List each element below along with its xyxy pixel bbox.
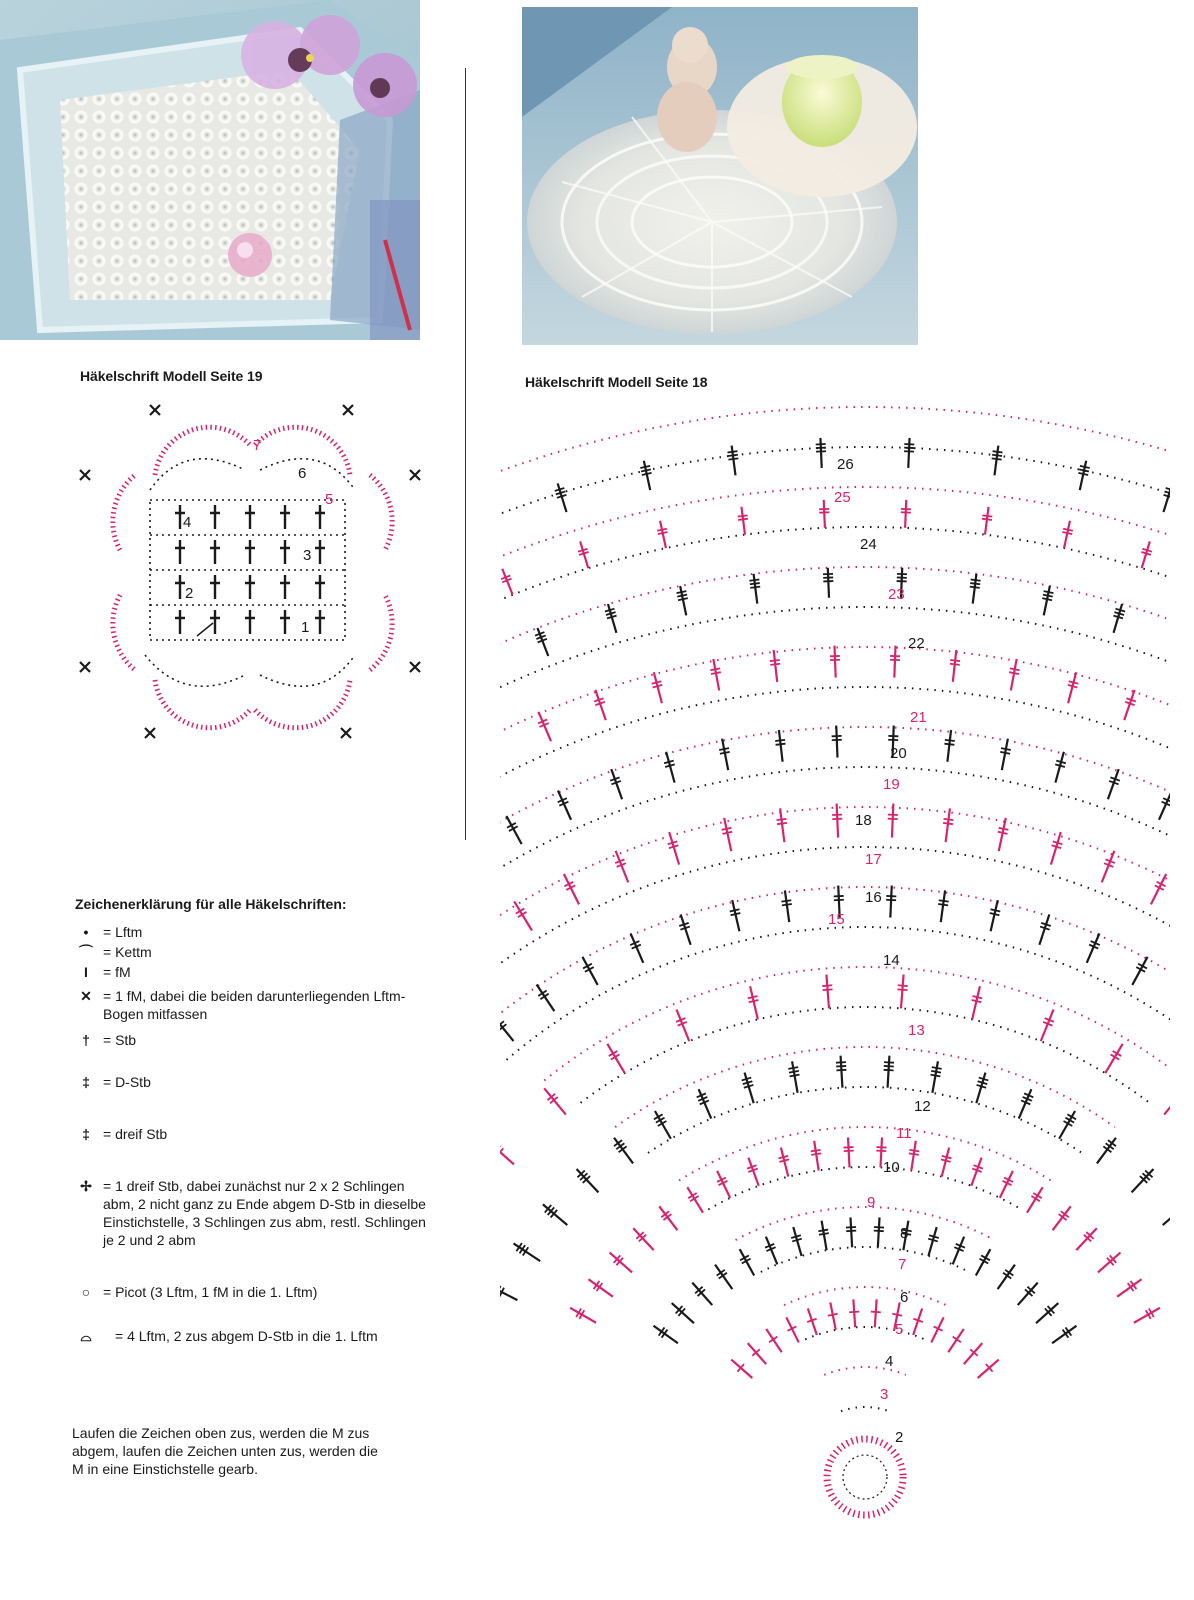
- cluster-symbol: ✢: [80, 1178, 92, 1194]
- large-round-2: 2: [895, 1429, 904, 1446]
- large-round-5: 5: [895, 1321, 904, 1338]
- large-round-20: 20: [890, 745, 907, 762]
- legend-chain-text: = Lftm: [103, 924, 143, 940]
- small-round-4: 4: [183, 514, 192, 531]
- photo-round-doily: [522, 7, 918, 345]
- footnote: Laufen die Zeichen oben zus, werden die M zus abgem, laufen die Zeichen unten zus, werden die M in eine Einstichstelle gearb.: [72, 1425, 378, 1477]
- large-round-3: 3: [880, 1386, 889, 1403]
- large-crochet-chart: [500, 392, 1170, 1592]
- small-round-2: 2: [185, 585, 194, 602]
- small-round-7: 7: [253, 437, 262, 454]
- legend-cross-sc-text: = 1 fM, dabei die beiden darunterliegenden Lftm-Bogen mitfassen: [103, 988, 406, 1022]
- large-round-26: 26: [837, 456, 854, 473]
- slip-stitch-symbol: ⌒: [79, 944, 93, 960]
- large-round-18: 18: [855, 812, 872, 829]
- large-round-13: 13: [908, 1022, 925, 1039]
- small-round-1: 1: [301, 619, 310, 636]
- legend-chain-cluster-text: = 4 Lftm, 2 zus abgem D-Stb in die 1. Lftm: [115, 1328, 378, 1344]
- small-round-5: 5: [325, 491, 334, 508]
- large-round-10: 10: [883, 1159, 900, 1176]
- large-round-23: 23: [888, 586, 905, 603]
- large-round-17: 17: [865, 851, 882, 868]
- triple-treble-symbol: ‡: [82, 1126, 90, 1142]
- legend-title: Zeichenerklärung für alle Häkelschriften:: [75, 896, 347, 912]
- large-round-24: 24: [860, 536, 877, 553]
- chain-cluster-symbol: ⌓: [80, 1328, 92, 1344]
- legend: [75, 895, 435, 1415]
- large-round-11: 11: [896, 1125, 912, 1142]
- photo-square-doily: [0, 0, 420, 340]
- large-round-9: 9: [867, 1194, 876, 1211]
- single-crochet-symbol: I: [84, 964, 88, 980]
- large-round-6: 6: [900, 1289, 909, 1306]
- picot-symbol: ○: [81, 1284, 91, 1300]
- large-round-25: 25: [834, 489, 851, 506]
- right-chart-heading: Häkelschrift Modell Seite 18: [525, 374, 708, 390]
- large-round-16: 16: [865, 889, 882, 906]
- large-round-19: 19: [883, 776, 900, 793]
- large-round-15: 15: [828, 911, 845, 928]
- small-crochet-chart: [75, 400, 430, 745]
- legend-picot-text: = Picot (3 Lftm, 1 fM in die 1. Lftm): [103, 1284, 318, 1300]
- cross-sc-symbol: ✕: [80, 988, 92, 1004]
- legend-double-crochet-text: = Stb: [103, 1032, 137, 1048]
- large-round-22: 22: [908, 635, 925, 652]
- double-crochet-symbol: †: [82, 1032, 90, 1048]
- legend-slip-stitch-text: = Kettm: [103, 944, 152, 960]
- column-divider: [465, 68, 466, 840]
- legend-triple-treble-text: = dreif Stb: [103, 1126, 168, 1142]
- left-chart-heading: Häkelschrift Modell Seite 19: [80, 368, 263, 384]
- large-round-21: 21: [910, 709, 927, 726]
- small-round-6: 6: [298, 465, 307, 482]
- small-round-3: 3: [303, 547, 312, 564]
- legend-treble-text: = D-Stb: [103, 1074, 151, 1090]
- large-round-8: 8: [900, 1225, 909, 1242]
- large-round-14: 14: [883, 952, 900, 969]
- legend-single-crochet-text: = fM: [103, 964, 131, 980]
- large-round-4: 4: [885, 1353, 894, 1370]
- large-round-12: 12: [914, 1098, 931, 1115]
- large-round-7: 7: [898, 1256, 907, 1273]
- legend-cluster-text: = 1 dreif Stb, dabei zunächst nur 2 x 2 Schlingen abm, 2 nicht ganz zu Ende abgem D-Stb in dieselbe Einstichstelle, 3 Schlingen zus abm, restl. Schlingen je 2 und 2 abm: [103, 1178, 426, 1248]
- treble-symbol: ‡: [82, 1074, 90, 1090]
- chain-symbol: •: [83, 924, 89, 940]
